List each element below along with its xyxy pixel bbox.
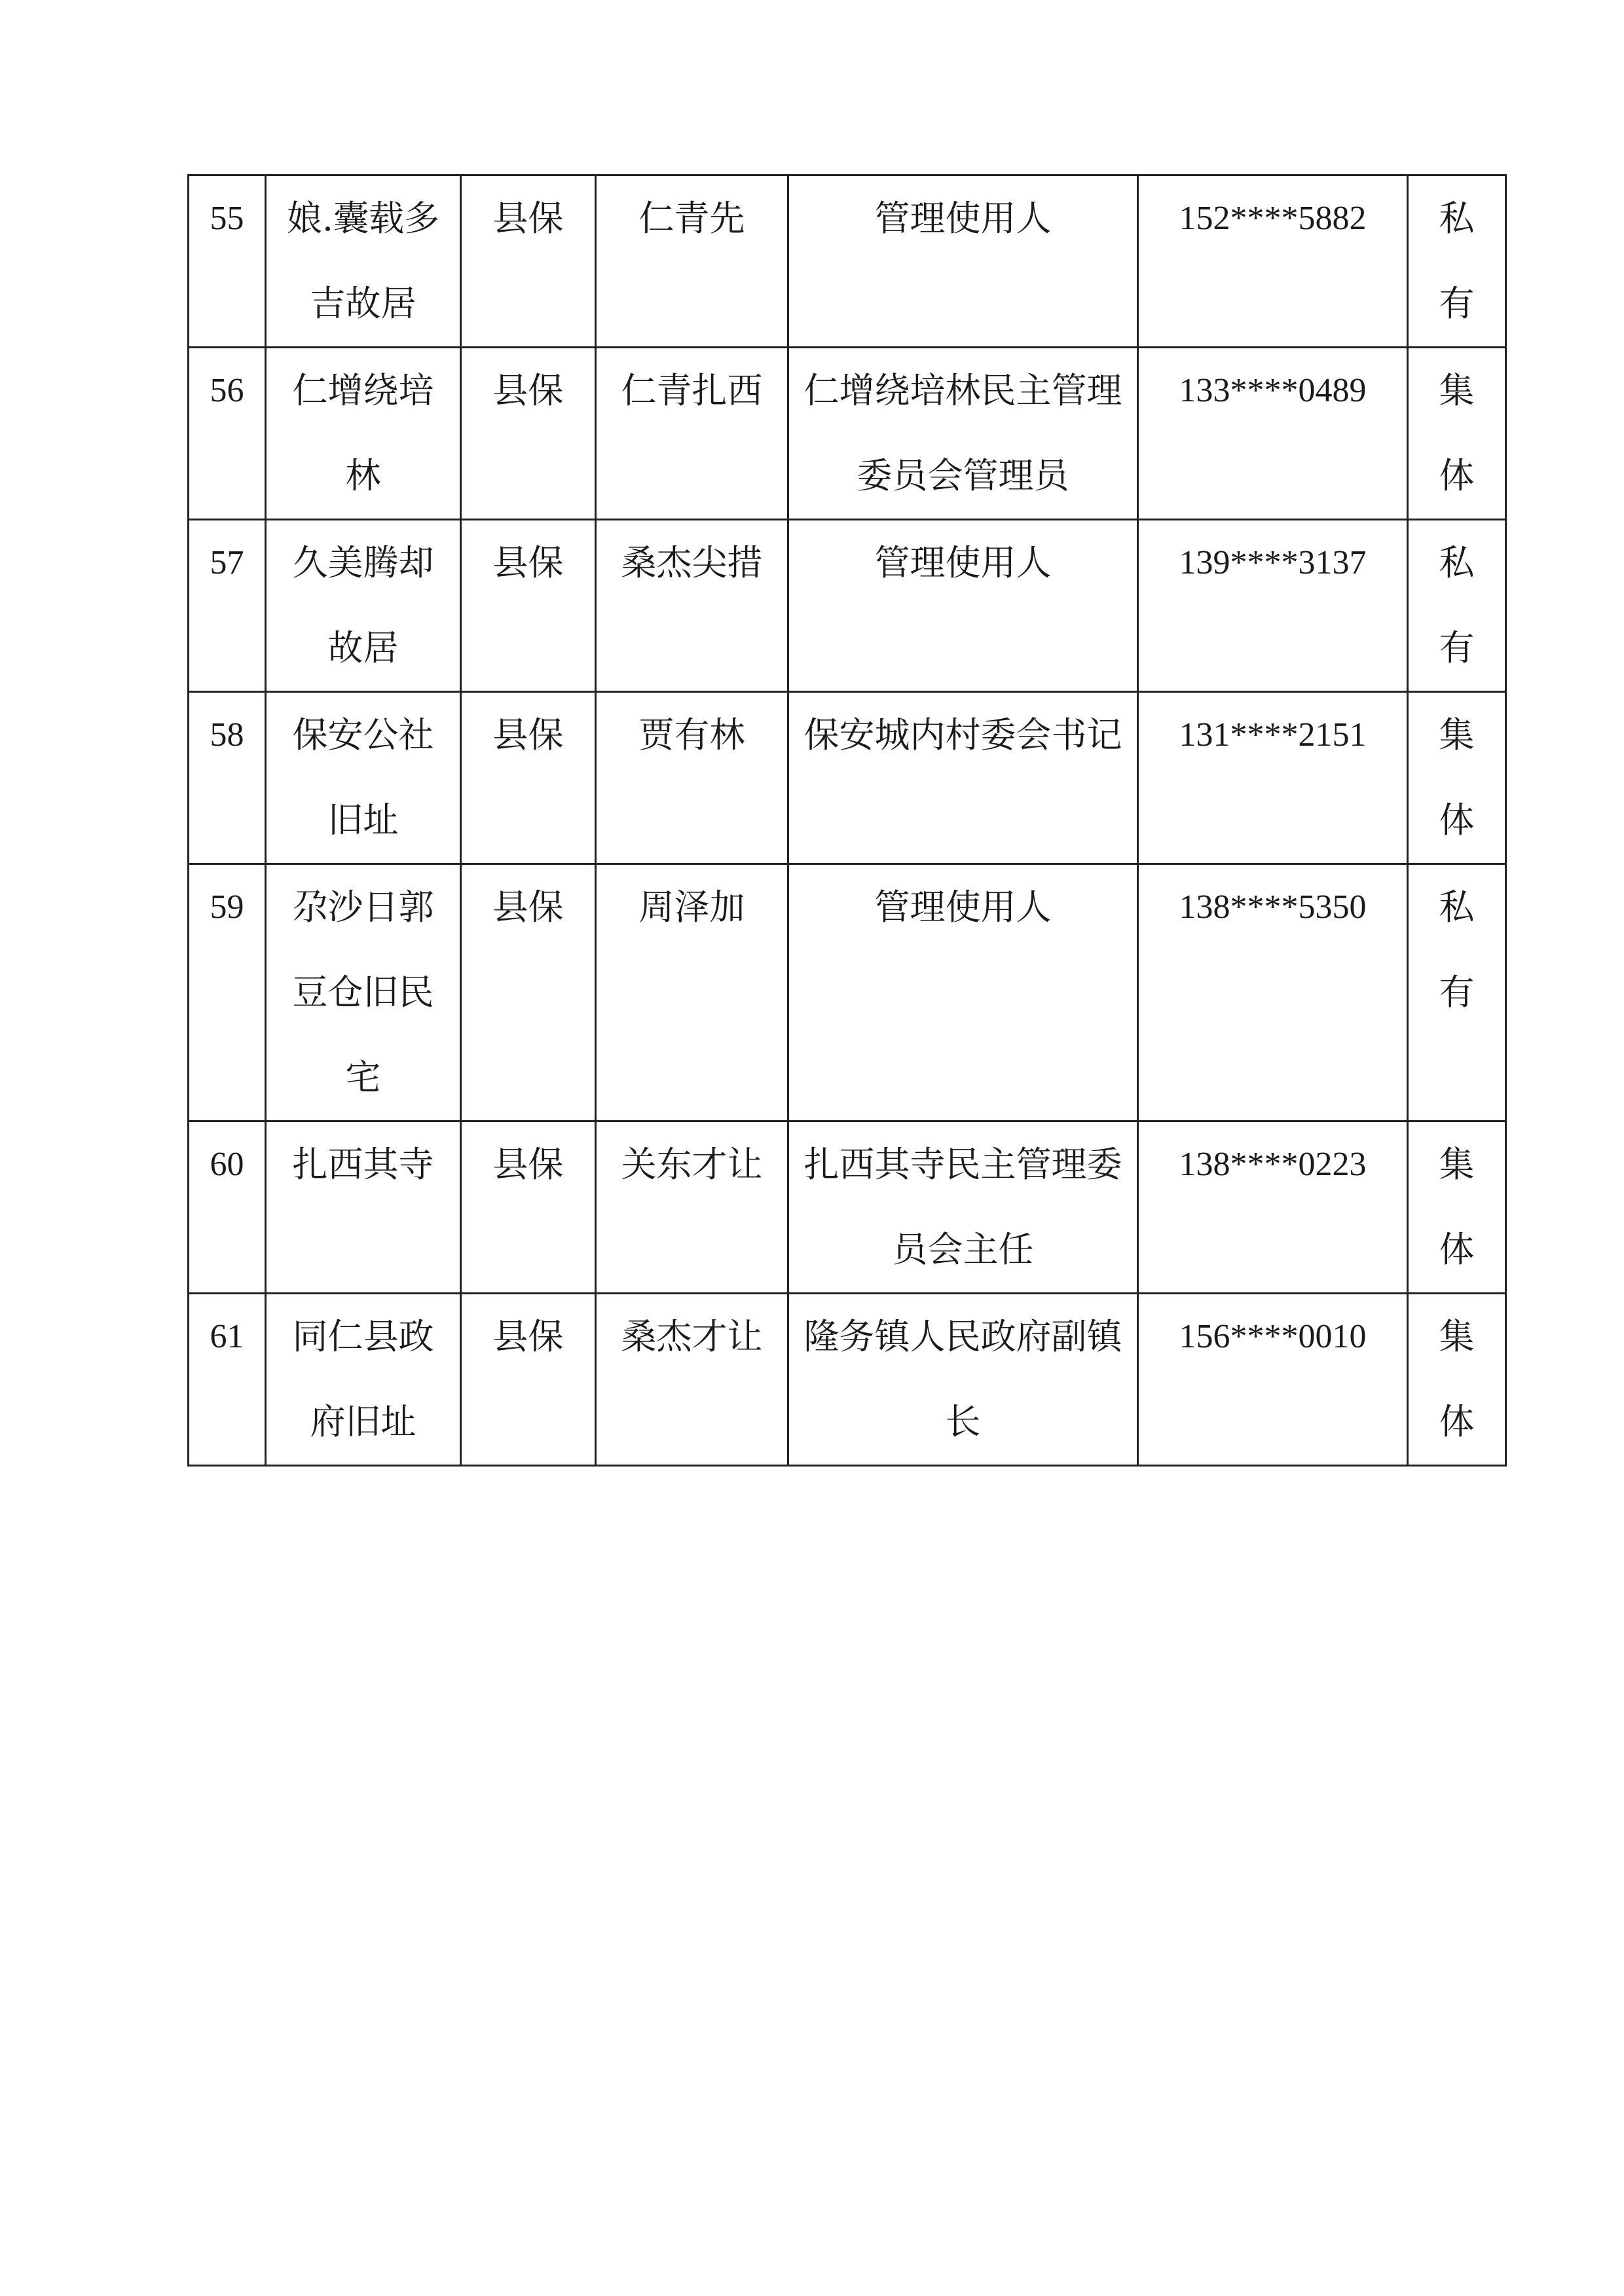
phone-number: 133****0489 (1138, 348, 1408, 520)
protection-level: 县保 (461, 1294, 596, 1466)
row-number: 56 (189, 348, 266, 520)
responsible-person: 桑杰尖措 (596, 520, 788, 692)
protection-level: 县保 (461, 1121, 596, 1294)
person-position: 管理使用人 (788, 175, 1138, 348)
table-row (189, 175, 1506, 348)
person-position: 管理使用人 (788, 864, 1138, 1121)
person-position: 隆务镇人民政府副镇长 (788, 1294, 1138, 1466)
ownership-type: 私有 (1408, 864, 1506, 1121)
site-name: 娘.囊载多吉故居 (266, 175, 461, 348)
phone-number: 152****5882 (1138, 175, 1408, 348)
site-name: 保安公社旧址 (266, 692, 461, 864)
protection-level: 县保 (461, 864, 596, 1121)
protection-level: 县保 (461, 520, 596, 692)
responsible-person: 周泽加 (596, 864, 788, 1121)
site-name: 久美腾却故居 (266, 520, 461, 692)
phone-number: 138****0223 (1138, 1121, 1408, 1294)
responsible-person: 桑杰才让 (596, 1294, 788, 1466)
row-number: 58 (189, 692, 266, 864)
responsible-person: 关东才让 (596, 1121, 788, 1294)
table-row (189, 692, 1506, 864)
responsible-person: 仁青先 (596, 175, 788, 348)
site-name: 同仁县政府旧址 (266, 1294, 461, 1466)
protection-level: 县保 (461, 175, 596, 348)
ownership-type: 集体 (1408, 1121, 1506, 1294)
ownership-type: 集体 (1408, 692, 1506, 864)
phone-number: 131****2151 (1138, 692, 1408, 864)
table-row (189, 348, 1506, 520)
row-number: 55 (189, 175, 266, 348)
responsible-person: 仁青扎西 (596, 348, 788, 520)
site-name: 仁增绕培林 (266, 348, 461, 520)
phone-number: 138****5350 (1138, 864, 1408, 1121)
person-position: 保安城内村委会书记 (788, 692, 1138, 864)
site-name: 尕沙日郭豆仓旧民宅 (266, 864, 461, 1121)
protection-level: 县保 (461, 348, 596, 520)
table-row (189, 864, 1506, 1121)
row-number: 59 (189, 864, 266, 1121)
ownership-type: 私有 (1408, 520, 1506, 692)
person-position: 扎西其寺民主管理委员会主任 (788, 1121, 1138, 1294)
table-row (189, 1121, 1506, 1294)
table-row (189, 1294, 1506, 1466)
row-number: 60 (189, 1121, 266, 1294)
site-name: 扎西其寺 (266, 1121, 461, 1294)
heritage-contact-table (187, 174, 1507, 1467)
ownership-type: 集体 (1408, 1294, 1506, 1466)
ownership-type: 集体 (1408, 348, 1506, 520)
protection-level: 县保 (461, 692, 596, 864)
responsible-person: 贾有林 (596, 692, 788, 864)
table-row (189, 520, 1506, 692)
phone-number: 139****3137 (1138, 520, 1408, 692)
person-position: 仁增绕培林民主管理委员会管理员 (788, 348, 1138, 520)
row-number: 61 (189, 1294, 266, 1466)
phone-number: 156****0010 (1138, 1294, 1408, 1466)
ownership-type: 私有 (1408, 175, 1506, 348)
person-position: 管理使用人 (788, 520, 1138, 692)
row-number: 57 (189, 520, 266, 692)
